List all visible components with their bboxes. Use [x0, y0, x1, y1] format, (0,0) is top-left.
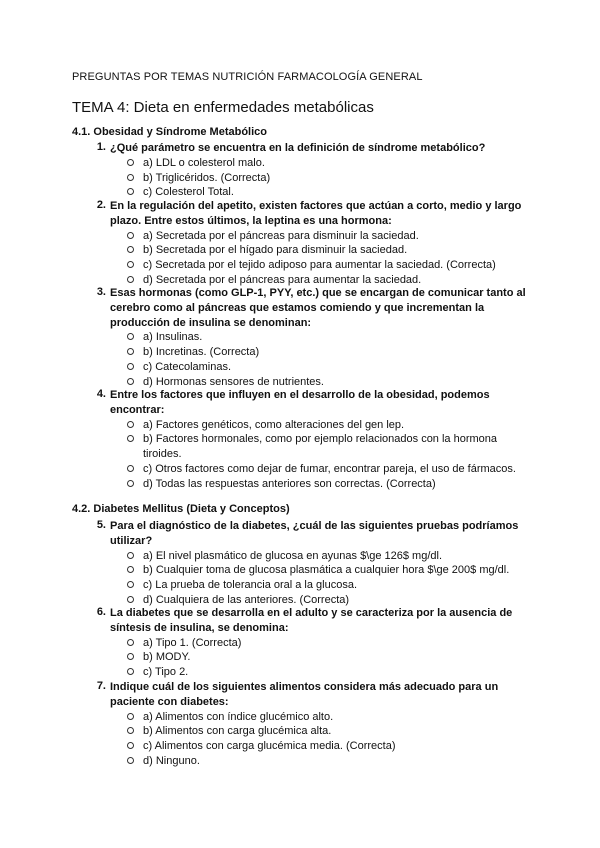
circle-bullet-icon — [127, 276, 134, 283]
circle-bullet-icon — [127, 232, 134, 239]
option-c — [127, 665, 533, 680]
circle-bullet-icon — [127, 552, 134, 559]
circle-bullet-icon — [127, 333, 134, 340]
option-a — [127, 418, 533, 433]
circle-bullet-icon — [127, 596, 134, 603]
option-text: c) La prueba de tolerancia oral a la glucosa. — [143, 579, 358, 592]
section-title-diabetes: 4.2. Diabetes Mellitus (Dieta y Conceptos) — [72, 503, 290, 515]
question-number: 5. — [96, 519, 106, 531]
circle-bullet-icon — [127, 246, 134, 253]
option-text: c) Colesterol Total. — [143, 186, 234, 199]
circle-bullet-icon — [127, 159, 134, 166]
circle-bullet-icon — [127, 727, 134, 734]
option-list — [127, 418, 530, 492]
circle-bullet-icon — [127, 653, 134, 660]
option-text: a) Alimentos con índice glucémico alto. — [143, 710, 334, 723]
option-list — [127, 229, 530, 288]
circle-bullet-icon — [127, 639, 134, 646]
question-number: 2. — [96, 199, 106, 211]
option-c — [127, 578, 533, 593]
option-a — [127, 549, 533, 564]
circle-bullet-icon — [127, 480, 134, 487]
circle-bullet-icon — [127, 566, 134, 573]
option-text: a) El nivel plasmático de glucosa en ayunas $\ge 126$ mg/dl. — [143, 549, 443, 562]
option-a — [127, 229, 533, 244]
option-text: d) Hormonas sensores de nutrientes. — [143, 375, 324, 388]
option-text: c) Otros factores como dejar de fumar, encontrar pareja, el uso de fármacos. — [143, 462, 516, 475]
option-list — [127, 330, 530, 389]
option-b — [127, 724, 533, 739]
option-a — [127, 330, 533, 345]
circle-bullet-icon — [127, 188, 134, 195]
question-text: Entre los factores que influyen en el desarrollo de la obesidad, podemos encontrar: — [110, 389, 490, 416]
option-a — [127, 710, 533, 725]
option-text: b) MODY. — [143, 651, 191, 664]
option-c — [127, 739, 533, 754]
question-5 — [90, 519, 530, 608]
option-text: c) Catecolaminas. — [143, 360, 232, 373]
option-b — [127, 345, 533, 360]
option-text: d) Cualquiera de las anteriores. (Correcta) — [143, 593, 350, 606]
question-number: 3. — [96, 286, 106, 298]
option-b — [127, 243, 533, 258]
option-text: d) Secretada por el páncreas para aumentar la saciedad. — [143, 273, 422, 286]
circle-bullet-icon — [127, 363, 134, 370]
option-d — [127, 754, 533, 769]
option-text: c) Tipo 2. — [143, 666, 189, 679]
question-number: 7. — [96, 680, 106, 692]
option-text: b) Incretinas. (Correcta) — [143, 346, 260, 359]
option-text: c) Secretada por el tejido adiposo para aumentar la saciedad. (Correcta) — [143, 259, 496, 272]
option-c — [127, 185, 533, 200]
question-2 — [90, 199, 530, 288]
question-text: ¿Qué parámetro se encuentra en la definición de síndrome metabólico? — [110, 142, 486, 154]
tema-title: TEMA 4: Dieta en enfermedades metabólicas — [72, 99, 374, 116]
option-b — [127, 563, 533, 578]
option-text: a) Insulinas. — [143, 331, 203, 344]
question-number: 4. — [96, 388, 106, 400]
option-list — [127, 636, 530, 680]
option-a — [127, 636, 533, 651]
option-text: a) Factores genéticos, como alteraciones del gen lep. — [143, 418, 405, 431]
option-a — [127, 156, 533, 171]
question-text: Indique cuál de los siguientes alimentos considera más adecuado para un paciente con diabetes: — [110, 681, 499, 708]
circle-bullet-icon — [127, 581, 134, 588]
option-b — [127, 432, 533, 462]
option-text: b) Alimentos con carga glucémica alta. — [143, 725, 332, 738]
circle-bullet-icon — [127, 713, 134, 720]
option-text: d) Ninguno. — [143, 754, 200, 767]
circle-bullet-icon — [127, 465, 134, 472]
option-b — [127, 650, 533, 665]
document-header: PREGUNTAS POR TEMAS NUTRICIÓN FARMACOLOGÍA GENERAL — [72, 71, 423, 83]
option-list — [127, 549, 530, 608]
option-b — [127, 171, 533, 186]
option-text: b) Triglicéridos. (Correcta) — [143, 171, 271, 184]
option-c — [127, 258, 533, 273]
option-c — [127, 360, 533, 375]
option-text: b) Factores hormonales, como por ejemplo relacionados con la hormona tiroides. — [143, 433, 498, 461]
option-list — [127, 156, 530, 200]
circle-bullet-icon — [127, 668, 134, 675]
question-6 — [90, 606, 530, 680]
question-text: Para el diagnóstico de la diabetes, ¿cuál de las siguientes pruebas podríamos utilizar? — [110, 520, 519, 547]
option-text: a) Tipo 1. (Correcta) — [143, 636, 242, 649]
question-3 — [90, 286, 530, 390]
question-1 — [90, 141, 530, 200]
question-text: En la regulación del apetito, existen factores que actúan a corto, medio y largo plazo. Entre estos últimos, la leptina es una hormona: — [110, 200, 522, 227]
question-number: 6. — [96, 606, 106, 618]
circle-bullet-icon — [127, 174, 134, 181]
circle-bullet-icon — [127, 757, 134, 764]
option-text: a) Secretada por el páncreas para disminuir la saciedad. — [143, 229, 419, 242]
question-text: La diabetes que se desarrolla en el adulto y se caracteriza por la ausencia de síntesis de insulina, se denomina: — [110, 607, 513, 634]
circle-bullet-icon — [127, 261, 134, 268]
circle-bullet-icon — [127, 435, 134, 442]
question-number: 1. — [96, 141, 106, 153]
section-title-obesidad: 4.1. Obesidad y Síndrome Metabólico — [72, 126, 267, 138]
question-4 — [90, 388, 530, 492]
circle-bullet-icon — [127, 742, 134, 749]
option-text: b) Cualquier toma de glucosa plasmática a cualquier hora $\ge 200$ mg/dl. — [143, 564, 510, 577]
question-text: Esas hormonas (como GLP-1, PYY, etc.) que se encargan de comunicar tanto al cerebro como al páncreas que estamos comiendo y que incrementan la producción de insulina se denominan: — [110, 287, 526, 329]
option-text: c) Alimentos con carga glucémica media. (Correcta) — [143, 740, 396, 753]
option-list — [127, 710, 530, 769]
option-text: d) Todas las respuestas anteriores son correctas. (Correcta) — [143, 477, 436, 490]
circle-bullet-icon — [127, 348, 134, 355]
option-c — [127, 462, 533, 477]
option-text: b) Secretada por el hígado para disminuir la saciedad. — [143, 244, 408, 257]
question-7 — [90, 680, 530, 769]
option-text: a) LDL o colesterol malo. — [143, 156, 265, 169]
option-d — [127, 477, 533, 492]
circle-bullet-icon — [127, 421, 134, 428]
circle-bullet-icon — [127, 378, 134, 385]
